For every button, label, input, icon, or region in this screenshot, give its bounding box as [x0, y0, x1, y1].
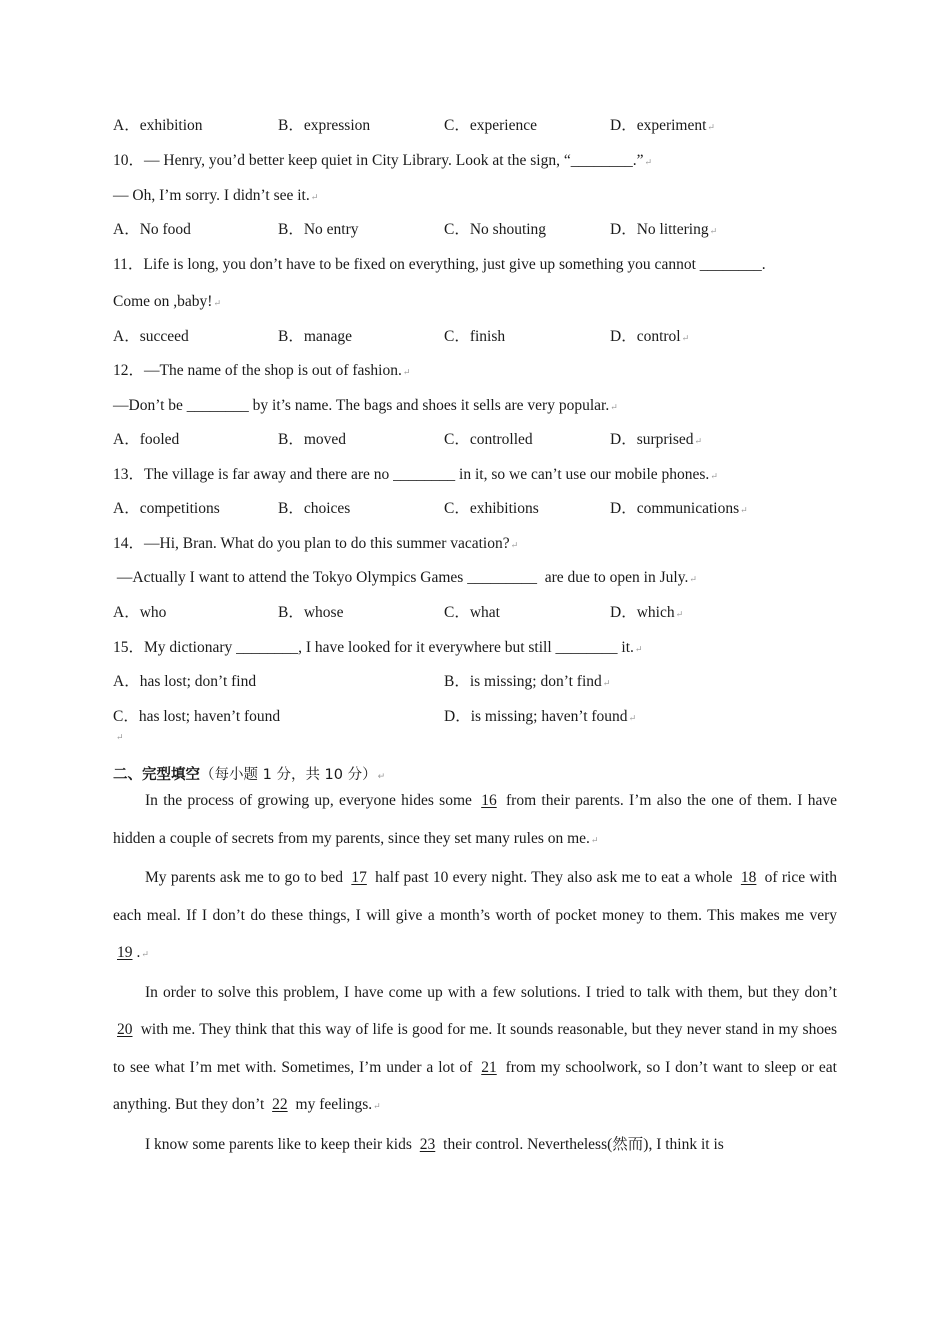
q11-stem-continued: Come on ,baby!↵	[113, 293, 221, 310]
q14-option-c: C．what	[444, 604, 500, 621]
blank-18: 18	[740, 869, 757, 886]
passage-paragraph-3: In order to solve this problem, I have come up with a few solutions. I tried to talk with them, but they don’t 20 with me. They think that this way of life is good for me. It sounds reasonable, but they never stand in my shoes to see what I’m met with. Sometimes, I’m under a lot of 21 from my schoolwork, so I don’t want to sleep or eat anything. But they don’t 22 my feelings.↵	[113, 983, 837, 1113]
q11-stem: 11．Life is long, you don’t have to be fixed on everything, just give up something you cannot ________.	[113, 256, 766, 273]
passage-paragraph-1: In the process of growing up, everyone hides some 16 from their parents. I’m also the one of them. I have hidden a couple of secrets from my parents, since they set many rules on me.↵	[113, 792, 837, 847]
q12-option-d: D．surprised↵	[610, 431, 703, 448]
q11-option-c: C．finish	[444, 328, 506, 345]
blank-16: 16	[481, 792, 497, 809]
q12-option-c: C．controlled	[444, 431, 533, 448]
blank-17: 17	[351, 869, 367, 886]
blank-23: 23	[419, 1135, 436, 1153]
q13-option-c: C．exhibitions	[444, 500, 539, 517]
q11-option-d: D．control↵	[610, 328, 690, 345]
q10-reply: — Oh, I’m sorry. I didn’t see it.↵	[113, 187, 319, 204]
q9-option-d: D．experiment↵	[610, 117, 715, 134]
q14-option-d: D．which↵	[610, 604, 684, 621]
blank-19: 19	[117, 944, 133, 961]
section-2-heading: 二、完型填空（每小题 1 分，共 10 分）↵	[113, 767, 386, 783]
q12-reply: —Don’t be ________ by it’s name. The bags and shoes it sells are very popular.↵	[113, 397, 618, 414]
blank-20: 20	[117, 1021, 133, 1038]
q10-stem: 10．— Henry, you’d better keep quiet in City Library. Look at the sign, “________.”↵	[113, 152, 653, 169]
q12-stem: 12．—The name of the shop is out of fashion.↵	[113, 362, 411, 379]
q12-option-b: B．moved	[278, 431, 347, 448]
q13-option-a: A．competitions	[113, 500, 220, 517]
paragraph-mark: ↵	[116, 732, 124, 742]
q15-option-c: C．has lost; haven’t found	[113, 708, 281, 725]
blank-22: 22	[272, 1096, 288, 1113]
passage-paragraph-4: I know some parents like to keep their kids 23 their control. Nevertheless(然而), I think it is	[145, 1135, 724, 1153]
blank-21: 21	[481, 1058, 497, 1076]
q13-stem: 13．The village is far away and there are no ________ in it, so we can’t use our mobile phones.↵	[113, 466, 718, 483]
passage-paragraph-2: My parents ask me to go to bed 17 half past 10 every night. They also ask me to eat a whole 18 of rice with each meal. If I don’t do these things, I will give a month’s worth of pocket money to them. This makes me very 19 .↵	[113, 869, 837, 961]
q15-option-d: D．is missing; haven’t found↵	[444, 708, 637, 725]
q11-option-a: A．succeed	[113, 328, 189, 345]
q14-option-a: A．who	[113, 604, 167, 621]
q9-option-c: C．experience	[444, 117, 537, 134]
q15-stem: 15．My dictionary ________, I have looked for it everywhere but still ________ it.↵	[113, 639, 643, 656]
q10-option-a: A．No food	[113, 221, 191, 238]
q14-option-b: B．whose	[278, 604, 344, 621]
q15-option-b: B．is missing; don’t find↵	[444, 673, 611, 690]
q11-option-b: B．manage	[278, 328, 353, 345]
q9-option-b: B．expression	[278, 117, 371, 134]
q10-option-b: B．No entry	[278, 221, 359, 238]
q10-option-d: D．No littering↵	[610, 221, 718, 238]
cloze-passage	[113, 782, 837, 1163]
q10-option-c: C．No shouting	[444, 221, 547, 238]
q13-option-b: B．choices	[278, 500, 351, 517]
q13-option-d: D．communications↵	[610, 500, 748, 517]
q14-reply: —Actually I want to attend the Tokyo Olympics Games _________ are due to open in July.↵	[113, 569, 697, 586]
q9-option-a: A．exhibition	[113, 117, 203, 134]
q15-option-a: A．has lost; don’t find	[113, 673, 257, 690]
q12-option-a: A．fooled	[113, 431, 180, 448]
q14-stem: 14．—Hi, Bran. What do you plan to do this summer vacation?↵	[113, 535, 519, 552]
